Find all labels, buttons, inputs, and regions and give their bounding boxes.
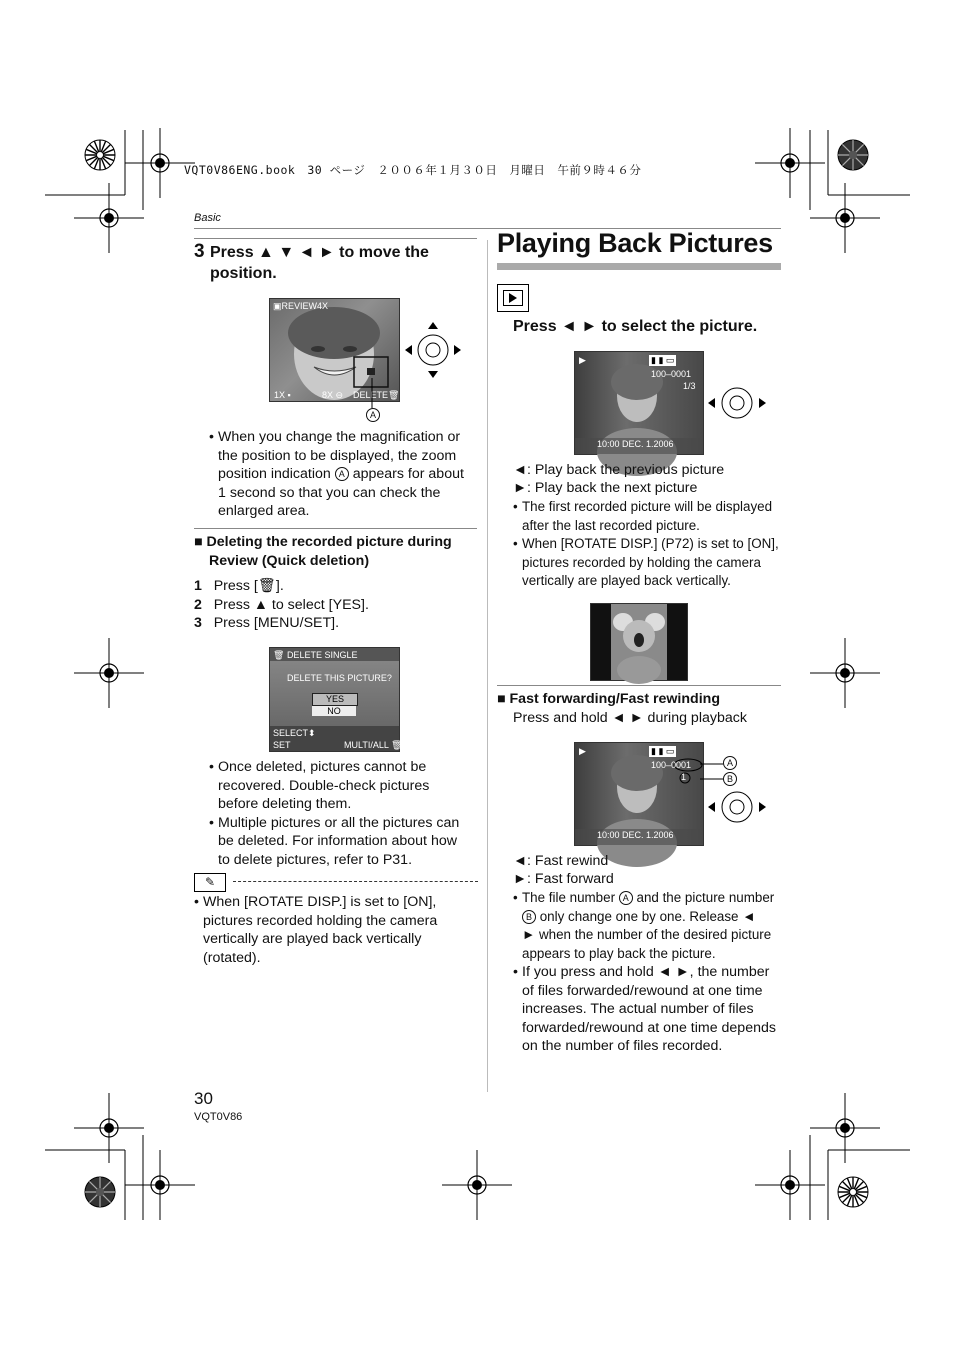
ff-heading: ■ Fast forwarding/Fast rewinding: [497, 691, 720, 707]
play-icon: ▶: [579, 746, 586, 756]
step3-title-line1: Press ▲ ▼ ◄ ► to move the: [210, 244, 429, 261]
fast-forward-screen: [574, 742, 704, 846]
image-icon: ▣: [273, 301, 282, 311]
set-hint: SET: [273, 740, 291, 750]
note-dashes: [233, 881, 478, 882]
zoom-min-text: 1X: [274, 390, 286, 400]
multi-hint: MULTI/ALL 🗑: [344, 740, 403, 750]
delete-step-2: 2 Press ▲ to select [YES].: [194, 596, 369, 613]
ff-indicator: 1: [681, 772, 687, 782]
vertical-picture-example: [590, 603, 688, 681]
bullet-first-after-last: • The first recorded picture will be displayed after the last recorded picture. • When [ROTATE DISP.] (P72) is set to [ON], pictures recorded by holding the camera vertically are played back vertically.: [513, 498, 785, 591]
step3-title-line2: position.: [210, 265, 277, 282]
no-option[interactable]: NO: [312, 706, 356, 716]
delete-question: DELETE THIS PICTURE?: [287, 673, 392, 683]
bullet-zoom-indication: • When you change the magnification or the position to be displayed, the zoom position indication A appears for about 1 second so that you can check the enlarged area.: [209, 428, 484, 521]
review-label: [273, 301, 328, 312]
dpad-left-right-icon: [706, 378, 768, 428]
column-divider: [487, 240, 488, 1092]
trash-icon: 🗑: [391, 740, 403, 750]
zoom-min: [274, 390, 291, 400]
zoom-max: [322, 390, 343, 401]
note-icon: ✎: [194, 873, 226, 892]
delete-rule: [194, 528, 477, 529]
delete-label-text: DELETE: [353, 390, 389, 400]
delete-title: 🗑 DELETE SINGLE: [273, 650, 358, 660]
play-icon: ▶: [579, 355, 586, 365]
picture-count: 1/3: [683, 381, 696, 391]
trash-icon: 🗑: [273, 650, 287, 660]
key-forward: ►: Fast forward: [513, 871, 614, 887]
step3-rule: [194, 238, 477, 239]
trash-icon: 🗑: [388, 390, 400, 400]
dpad-left-right-icon: [706, 782, 768, 832]
bullet-multiple-delete: • Multiple pictures or all the pictures can be deleted. For information about how to delete pictures, refer to P31.: [209, 814, 484, 870]
koala-photo: [611, 604, 667, 680]
file-number: 100–0001: [651, 369, 692, 379]
section-label: Basic: [194, 212, 221, 224]
dpad-four-way-icon: [403, 320, 463, 380]
playback-instruction: Press ◄ ► to select the picture.: [513, 318, 758, 335]
bullet-rotate-vertical: • When [ROTATE DISP.] (P72) is set to [ON], pictures recorded by holding the camera vertically are played back vertically.: [513, 535, 785, 591]
playback-screen: [574, 351, 704, 455]
page-number: 30: [194, 1089, 213, 1108]
delete-heading: ■ Deleting the recorded picture during Review (Quick deletion): [194, 534, 452, 569]
marker-b: B: [522, 910, 536, 924]
battery-icon: ▮ ▮ ▭: [651, 746, 675, 756]
review-label-text: REVIEW4X: [281, 301, 329, 311]
bullet-press-hold: • If you press and hold ◄ ►, the number of files forwarded/rewound at one time increases. The actual number of files forwarded/rewound at one time depends on the number of files recorded.: [513, 963, 785, 1056]
callout-a: A: [366, 408, 380, 422]
delete-step-1: 1 Press [🗑].: [194, 578, 284, 594]
print-header: VQT0V86ENG.book 30 ページ ２００６年１月３０日 月曜日 午前９時４６分: [184, 163, 642, 177]
yes-option[interactable]: YES: [312, 693, 358, 706]
note-rotate-disp: • When [ROTATE DISP.] is set to [ON], pictures recorded holding the camera vertically are played back vertically (rotated).: [194, 893, 479, 967]
record-date: 10:00 DEC. 1.2006: [597, 439, 674, 449]
delete-step-3: 3 Press [MENU/SET].: [194, 615, 340, 632]
battery-icon: ▮ ▮ ▭: [651, 355, 675, 365]
marker-a: A: [335, 467, 349, 481]
record-date: 10:00 DEC. 1.2006: [597, 830, 674, 840]
key-previous: ◄: Play back the previous picture: [513, 462, 725, 478]
bullet-number-change: • The file number A and the picture number B only change one by one. Release ◄ ► when the number of the desired picture appears to play back the picture.: [513, 889, 785, 963]
square-bullet-icon: ■: [497, 691, 510, 707]
ff-instruction: Press and hold ◄ ► during playback: [513, 710, 747, 726]
file-number: 100–0001: [651, 760, 692, 770]
key-rewind: ◄: Fast rewind: [513, 853, 609, 869]
square-bullet-icon: ■: [194, 534, 207, 550]
step3-title: [210, 242, 429, 284]
playback-mode-icon: [497, 284, 529, 312]
delete-single-screen: [269, 647, 403, 752]
updown-icon: ⬍: [308, 728, 316, 738]
marker-a: A: [619, 891, 633, 905]
bullet-cannot-recover: • Once deleted, pictures cannot be recovered. Double-check pictures before deleting them. • Multiple pictures or all the pictures can be deleted. For information about how to delete pictures, refer to P31.: [209, 758, 484, 870]
grid-icon: ▪: [287, 390, 291, 400]
delete-steps: [194, 577, 369, 633]
key-next: ►: Play back the next picture: [513, 480, 698, 496]
step3-number: 3: [194, 241, 205, 262]
model-code: VQT0V86: [194, 1111, 243, 1123]
page-title: Playing Back Pictures: [497, 228, 773, 258]
select-hint: SELECT⬍: [273, 728, 316, 738]
callout-b: B: [723, 772, 737, 786]
zoom-icon: ⊖: [335, 390, 344, 400]
ff-rule: [497, 685, 781, 686]
zoom-max-text: 8X: [322, 390, 334, 400]
trash-icon: 🗑: [257, 578, 276, 594]
callout-a: A: [723, 756, 737, 770]
title-underline: [497, 263, 781, 270]
